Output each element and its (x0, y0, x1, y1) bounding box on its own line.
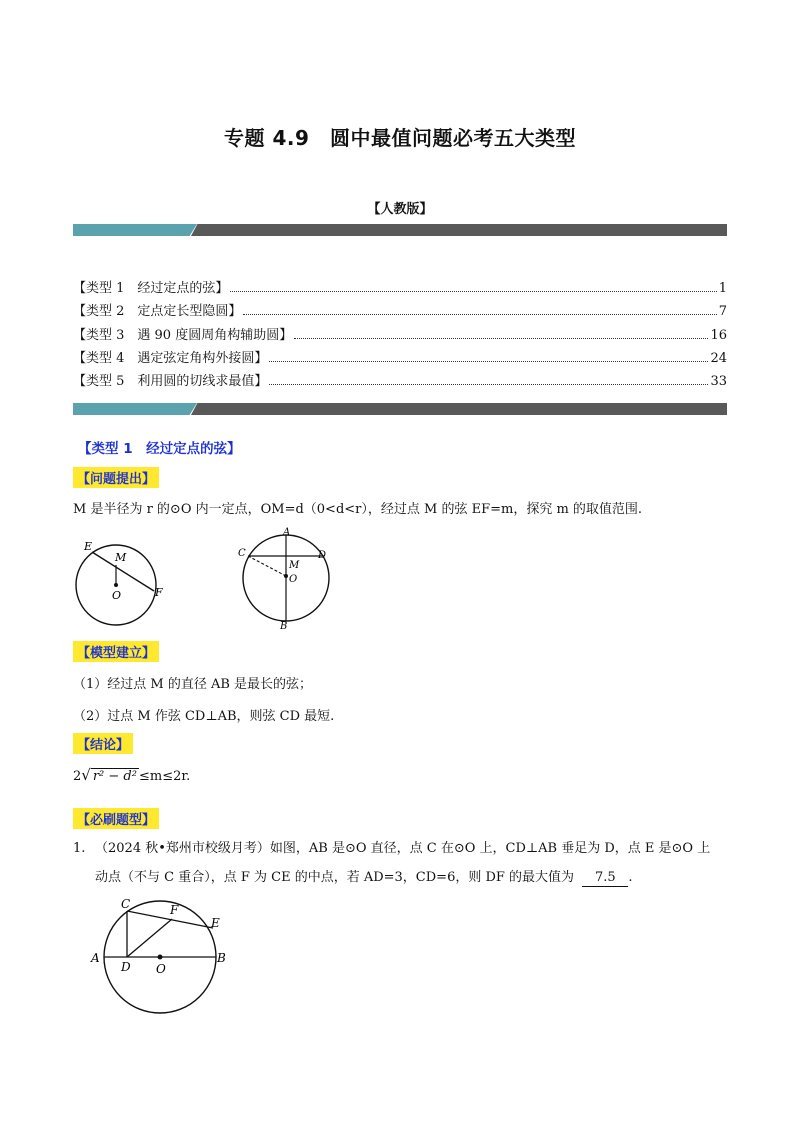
toc-entry[interactable] (73, 277, 727, 300)
question-1: 1. （2024 秋•郑州市校级月考）如图，AB 是⊙O 直径，点 C 在⊙O 上，CD⊥AB 垂足为 D，点 E 是⊙O 上 动点（不与 C 重合），点 F 为 CE 的中点，若 AD=3，CD=6，则 DF 的最大值为 7.5 . (73, 834, 733, 892)
toc-entry-label: 【类型 2 定点定长型隐圆】 (73, 304, 242, 320)
question-line-1: （2024 秋•郑州市校级月考）如图，AB 是⊙O 直径，点 C 在⊙O 上，CD⊥AB 垂足为 D，点 E 是⊙O 上 (95, 841, 711, 856)
figure-diameter-diagram (232, 526, 342, 630)
label-M: M (289, 560, 300, 571)
toc-entry[interactable] (73, 324, 727, 347)
label-D: D (121, 960, 131, 974)
practice-tag: 【必刷题型】 (73, 808, 159, 829)
toc-entry[interactable] (73, 300, 727, 323)
section-heading: 【类型 1 经过定点的弦】 (78, 441, 241, 457)
toc-entry-page: 1 (718, 281, 727, 296)
label-B: B (280, 621, 288, 630)
label-C: C (238, 548, 246, 559)
table-of-contents (73, 277, 727, 393)
toc-entry-page: 33 (710, 374, 727, 390)
label-A: A (91, 951, 100, 965)
toc-entry-label: 【类型 1 经过定点的弦】 (73, 281, 229, 296)
edition-label: 【人教版】 (367, 202, 433, 217)
label-D: D (318, 550, 327, 561)
conclusion-tag: 【结论】 (73, 733, 133, 754)
figure-chord-diagram (70, 530, 180, 630)
header-band-top (73, 224, 727, 236)
label-M: M (115, 551, 127, 564)
toc-entry-label: 【类型 4 遇定弦定角构外接圆】 (73, 350, 268, 366)
problem-text: M 是半径为 r 的⊙O 内一定点，OM=d（0<d<r），经过点 M 的弦 EF=m，探究 m 的取值范围. (73, 502, 643, 517)
label-C: C (121, 897, 131, 911)
label-O: O (156, 962, 166, 976)
model-point-2: （2）过点 M 作弦 CD⊥AB，则弦 CD 最短. (73, 709, 335, 724)
figure-question-diagram (85, 893, 235, 1017)
toc-entry-page: 24 (710, 350, 727, 366)
model-tag: 【模型建立】 (73, 641, 159, 662)
label-F: F (155, 586, 163, 599)
toc-entry-label: 【类型 3 遇 90 度圆周角构辅助圆】 (73, 327, 293, 343)
toc-entry-page: 16 (710, 327, 727, 343)
label-A: A (283, 527, 291, 538)
model-point-1: （1）经过点 M 的直径 AB 是最长的弦； (73, 677, 313, 692)
toc-entry-label: 【类型 5 利用圆的切线求最值】 (73, 374, 268, 390)
question-line-2: 动点（不与 C 重合），点 F 为 CE 的中点，若 AD=3，CD=6，则 DF 的最大值为 (95, 870, 575, 885)
label-E: E (84, 540, 93, 553)
label-O: O (289, 574, 298, 585)
label-E: E (211, 916, 220, 930)
label-F: F (170, 903, 179, 917)
label-O: O (112, 589, 122, 602)
toc-entry[interactable] (73, 347, 727, 370)
header-band-bottom (73, 403, 727, 415)
label-B: B (217, 951, 226, 965)
toc-entry[interactable] (73, 370, 727, 393)
question-number: 1. (73, 841, 86, 856)
answer-blank: 7.5 (582, 870, 628, 887)
problem-tag: 【问题提出】 (73, 467, 159, 488)
conclusion-formula: 2√ r² − d² ≤m≤2r. (73, 766, 191, 784)
page-title: 专题 4.9 圆中最值问题必考五大类型 (224, 126, 576, 150)
toc-entry-page: 7 (718, 304, 727, 320)
